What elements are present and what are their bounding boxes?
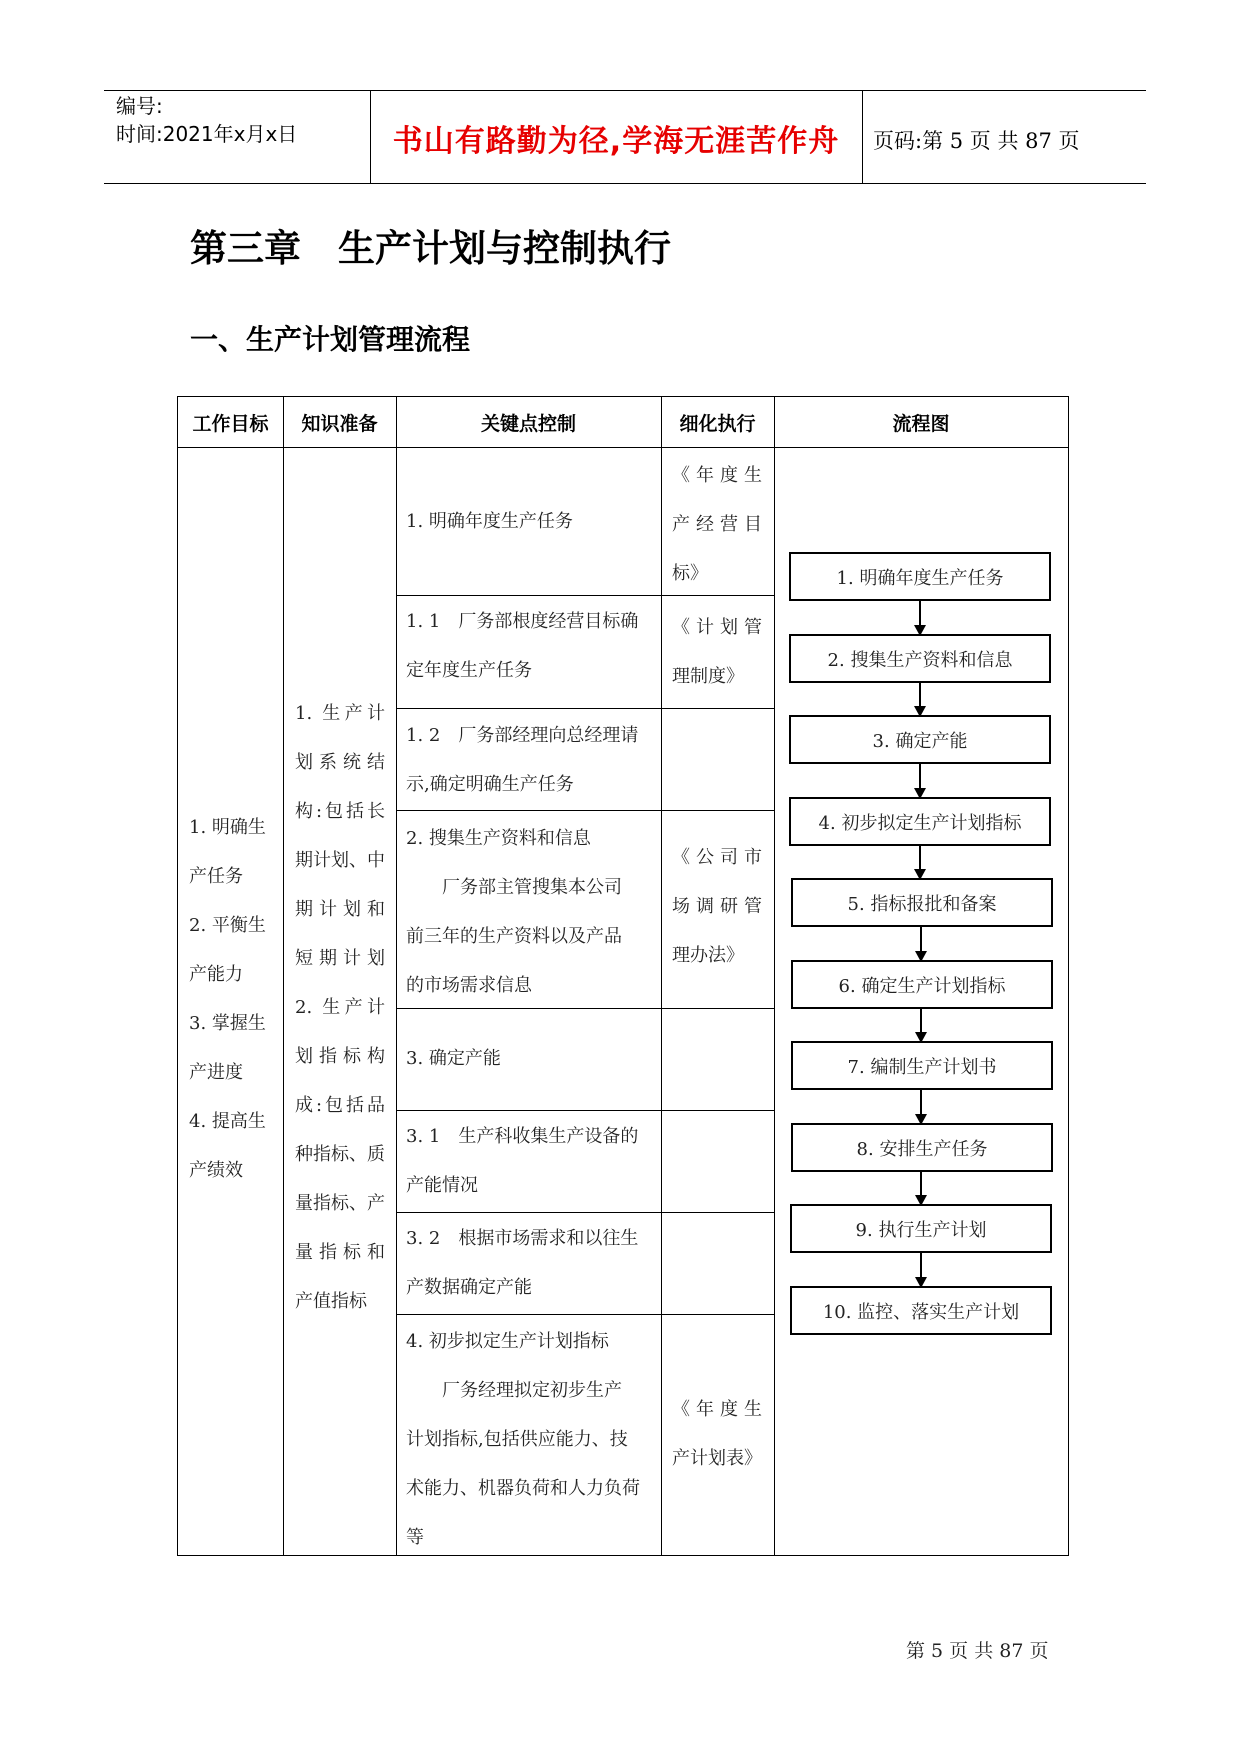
- table-row-rule: [396, 1212, 774, 1213]
- section-title: 一、生产计划管理流程: [190, 323, 471, 356]
- table-column-rule: [774, 397, 775, 1555]
- knowledge-line: 构:包括长: [295, 801, 385, 822]
- key-point-cell: [406, 497, 654, 546]
- key-point-line: 2. 搜集生产资料和信息: [406, 828, 591, 849]
- flow-step-box: 7. 编制生产计划书: [791, 1041, 1053, 1090]
- key-point-cell: [406, 597, 654, 695]
- flow-arrow: [919, 764, 921, 797]
- flow-step-box: 4. 初步拟定生产计划指标: [789, 797, 1051, 846]
- knowledge-line: 划系统结: [295, 752, 385, 773]
- key-point-line: 厂务经理拟定初步生产: [442, 1380, 622, 1401]
- flow-step-box: 2. 搜集生产资料和信息: [789, 634, 1051, 683]
- execution-cell: [672, 833, 762, 980]
- key-point-line: 3. 确定产能: [406, 1048, 501, 1069]
- knowledge-line: 种指标、质: [295, 1144, 385, 1165]
- column-header-knowledge: 知识准备: [301, 412, 378, 435]
- execution-line: 标》: [672, 563, 708, 584]
- goals-cell: [189, 803, 277, 1195]
- column-header-execution: 细化执行: [679, 412, 756, 435]
- table-header-rule: [178, 447, 1068, 448]
- key-point-cell: [406, 1112, 654, 1210]
- flow-arrow: [919, 683, 921, 715]
- goal-line: 产能力: [189, 964, 243, 985]
- key-point-line: 厂务部主管搜集本公司: [442, 877, 622, 898]
- knowledge-line: 期计划、中: [295, 850, 385, 871]
- flow-step-box: 1. 明确年度生产任务: [789, 552, 1051, 601]
- flow-arrow: [920, 1253, 922, 1286]
- table-column-rule: [283, 397, 284, 1555]
- execution-line: 理办法》: [672, 945, 744, 966]
- key-point-line: 1. 2 厂务部经理向总经理请: [406, 725, 639, 746]
- header-meta: [116, 92, 297, 148]
- table-row-rule: [396, 1314, 774, 1315]
- knowledge-line: 短期计划: [295, 948, 385, 969]
- table-column-rule: [396, 397, 397, 1555]
- knowledge-line: 量指标和: [295, 1242, 385, 1263]
- goal-line: 2. 平衡生: [189, 915, 266, 936]
- key-point-line: 计划指标,包括供应能力、技: [406, 1429, 628, 1450]
- header-divider: [862, 90, 863, 183]
- document-time-label: 时间:2021年x月x日: [116, 122, 298, 146]
- header-divider: [370, 90, 371, 183]
- key-point-line: 等: [406, 1527, 424, 1548]
- knowledge-line: 期计划和: [295, 899, 385, 920]
- flow-step-box: 6. 确定生产计划指标: [791, 960, 1053, 1009]
- execution-line: 产经营目: [672, 514, 762, 535]
- column-header-flowchart: 流程图: [892, 412, 950, 435]
- key-point-line: 1. 1 厂务部根度经营目标确: [406, 611, 639, 632]
- flow-arrow: [919, 846, 921, 878]
- goal-line: 产进度: [189, 1062, 243, 1083]
- execution-cell: [672, 451, 762, 598]
- goal-line: 3. 掌握生: [189, 1013, 266, 1034]
- chapter-title: 第三章 生产计划与控制执行: [190, 227, 671, 270]
- execution-line: 产计划表》: [672, 1448, 762, 1469]
- execution-cell: [672, 603, 762, 701]
- flow-arrow: [920, 1009, 922, 1041]
- flow-step-box: 9. 执行生产计划: [790, 1204, 1052, 1253]
- process-table: [177, 396, 1069, 1556]
- table-column-rule: [661, 397, 662, 1555]
- goal-line: 4. 提高生: [189, 1111, 266, 1132]
- page-footer: 第 5 页 共 87 页: [906, 1640, 1049, 1662]
- column-header-key-points: 关键点控制: [480, 412, 576, 435]
- execution-line: 《年度生: [672, 465, 762, 486]
- knowledge-cell: [295, 689, 385, 1326]
- flow-step-box: 8. 安排生产任务: [791, 1123, 1053, 1172]
- key-point-line: 产能情况: [406, 1175, 478, 1196]
- key-point-line: 4. 初步拟定生产计划指标: [406, 1331, 609, 1352]
- knowledge-line: 1. 生产计: [295, 703, 385, 724]
- key-point-line: 3. 2 根据市场需求和以往生: [406, 1228, 639, 1249]
- flow-arrow: [919, 601, 921, 634]
- key-point-line: 示,确定明确生产任务: [406, 774, 574, 795]
- goal-line: 1. 明确生: [189, 817, 266, 838]
- execution-line: 场调研管: [672, 896, 762, 917]
- goal-line: 产任务: [189, 866, 243, 887]
- execution-line: 《年度生: [672, 1399, 762, 1420]
- flow-arrow: [920, 1172, 922, 1204]
- header-top-rule: [104, 90, 1146, 91]
- header-motto: 书山有路勤为径,学海无涯苦作舟: [392, 124, 840, 159]
- flow-arrow: [920, 1090, 922, 1123]
- flow-step-box: 10. 监控、落实生产计划: [790, 1286, 1052, 1335]
- execution-line: 理制度》: [672, 666, 744, 687]
- key-point-line: 定年度生产任务: [406, 660, 532, 681]
- knowledge-line: 2. 生产计: [295, 997, 385, 1018]
- key-point-cell: [406, 814, 654, 1010]
- document-number-label: 编号:: [116, 94, 163, 118]
- header-page-code: 页码:第 5 页 共 87 页: [873, 129, 1080, 153]
- flow-step-box: 3. 确定产能: [789, 715, 1051, 764]
- key-point-cell: [406, 711, 654, 809]
- key-point-cell: [406, 1317, 654, 1562]
- flow-arrow: [920, 927, 922, 960]
- key-point-line: 3. 1 生产科收集生产设备的: [406, 1126, 639, 1147]
- knowledge-line: 成:包括品: [295, 1095, 385, 1116]
- key-point-cell: [406, 1034, 654, 1083]
- key-point-line: 的市场需求信息: [406, 975, 532, 996]
- knowledge-line: 量指标、产: [295, 1193, 385, 1214]
- knowledge-line: 划指标构: [295, 1046, 385, 1067]
- key-point-line: 前三年的生产资料以及产品: [406, 926, 622, 947]
- execution-line: 《公司市: [672, 847, 762, 868]
- table-row-rule: [396, 810, 774, 811]
- table-row-rule: [396, 1110, 774, 1111]
- execution-line: 《计划管: [672, 617, 762, 638]
- execution-cell: [672, 1385, 762, 1483]
- key-point-line: 术能力、机器负荷和人力负荷: [406, 1478, 640, 1499]
- key-point-line: 1. 明确年度生产任务: [406, 511, 573, 532]
- header-bottom-rule: [104, 183, 1146, 184]
- knowledge-line: 产值指标: [295, 1291, 367, 1312]
- table-row-rule: [396, 708, 774, 709]
- goal-line: 产绩效: [189, 1160, 243, 1181]
- flow-step-box: 5. 指标报批和备案: [791, 878, 1053, 927]
- key-point-line: 产数据确定产能: [406, 1277, 532, 1298]
- key-point-cell: [406, 1214, 654, 1312]
- column-header-goal: 工作目标: [192, 412, 269, 435]
